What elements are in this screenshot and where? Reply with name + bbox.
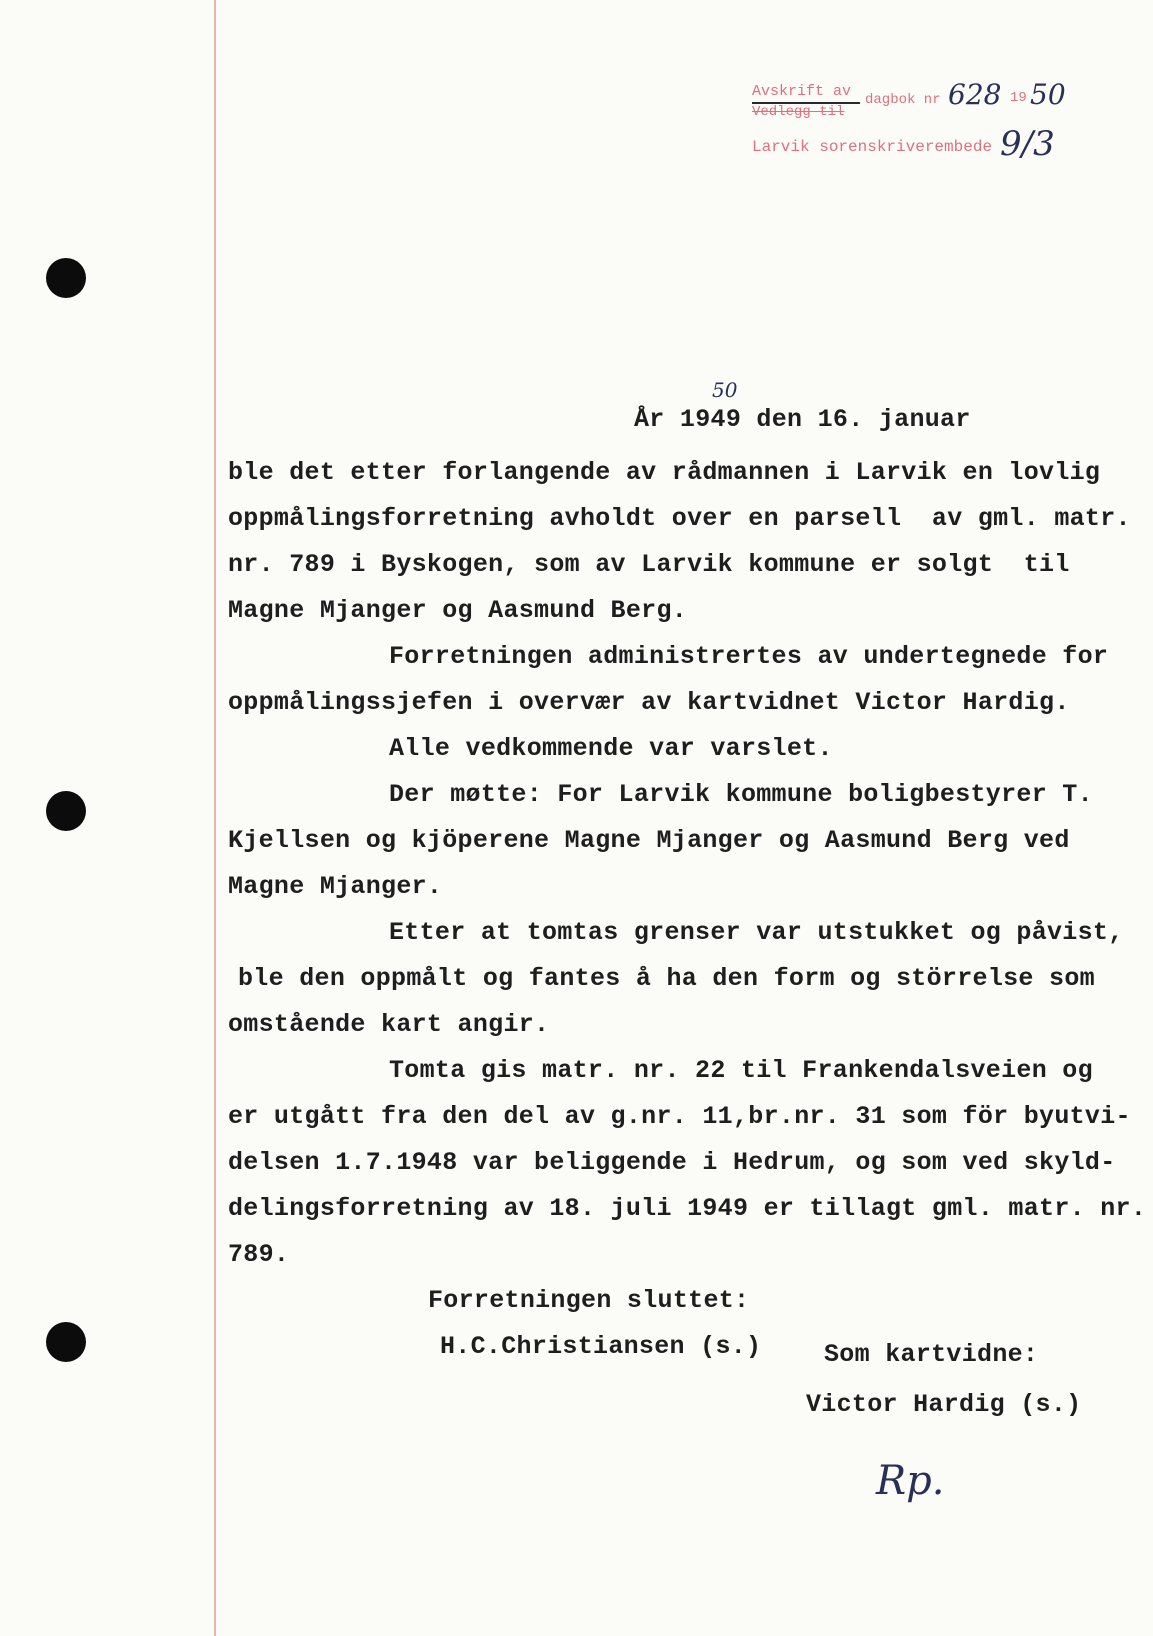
- body-line: Der møtte: For Larvik kommune boligbestyrer T.: [389, 780, 1093, 809]
- stamp-year-prefix: 19: [1010, 90, 1027, 106]
- body-line: Magne Mjanger og Aasmund Berg.: [228, 596, 688, 625]
- stamp-vedlegg: Vedlegg til: [752, 104, 845, 120]
- stamp-office: Larvik sorenskriverembede: [752, 138, 993, 156]
- punch-hole-bottom: [46, 1322, 86, 1362]
- body-line: omstående kart angir.: [228, 1010, 550, 1039]
- signer-line: H.C.Christiansen (s.): [440, 1332, 762, 1361]
- body-line: 789.: [228, 1240, 290, 1269]
- body-line: ble det etter forlangende av rådmannen i Larvik en lovlig: [228, 458, 1101, 487]
- stamp-strike-line: [752, 102, 860, 104]
- body-line: Etter at tomtas grenser var utstukket og påvist,: [389, 918, 1124, 947]
- body-line: Forretningen administrertes av undertegnede for: [389, 642, 1109, 671]
- body-line: oppmålingssjefen i overvær av kartvidnet Victor Hardig.: [228, 688, 1070, 717]
- body-line: Alle vedkommende var varslet.: [389, 734, 833, 763]
- body-line: Kjellsen og kjöperene Magne Mjanger og Aasmund Berg ved: [228, 826, 1070, 855]
- body-line: delsen 1.7.1948 var beliggende i Hedrum, og som ved skyld-: [228, 1148, 1116, 1177]
- body-line: oppmålingsforretning avholdt over en parsell av gml. matr.: [228, 504, 1131, 533]
- punch-hole-top: [46, 258, 86, 298]
- body-line: Magne Mjanger.: [228, 872, 443, 901]
- punch-hole-middle: [46, 791, 86, 831]
- initials-signature: Rp.: [876, 1458, 945, 1504]
- body-line: er utgått fra den del av g.nr. 11,br.nr. 31 som för byutvi-: [228, 1102, 1131, 1131]
- body-line: Tomta gis matr. nr. 22 til Frankendalsveien og: [389, 1056, 1093, 1085]
- body-line: nr. 789 i Byskogen, som av Larvik kommune er solgt til: [228, 550, 1070, 579]
- date-handwritten: 9/3: [1000, 124, 1055, 164]
- year-correction: 50: [712, 378, 738, 402]
- witness-name: Victor Hardig (s.): [806, 1390, 1082, 1419]
- year-handwritten: 50: [1030, 78, 1066, 111]
- stamp-avskrift: Avskrift av: [752, 83, 852, 100]
- witness-label: Som kartvidne:: [824, 1340, 1039, 1369]
- body-line: År 1949 den 16. januar: [634, 405, 971, 434]
- dagbok-number: 628: [948, 78, 1002, 111]
- body-line: delingsforretning av 18. juli 1949 er tillagt gml. matr. nr.: [228, 1194, 1147, 1223]
- margin-rule: [214, 0, 216, 1636]
- body-line: ble den oppmålt og fantes å ha den form og störrelse som: [238, 964, 1095, 993]
- concluded-line: Forretningen sluttet:: [428, 1286, 750, 1315]
- stamp-dagbok: dagbok nr: [865, 92, 941, 108]
